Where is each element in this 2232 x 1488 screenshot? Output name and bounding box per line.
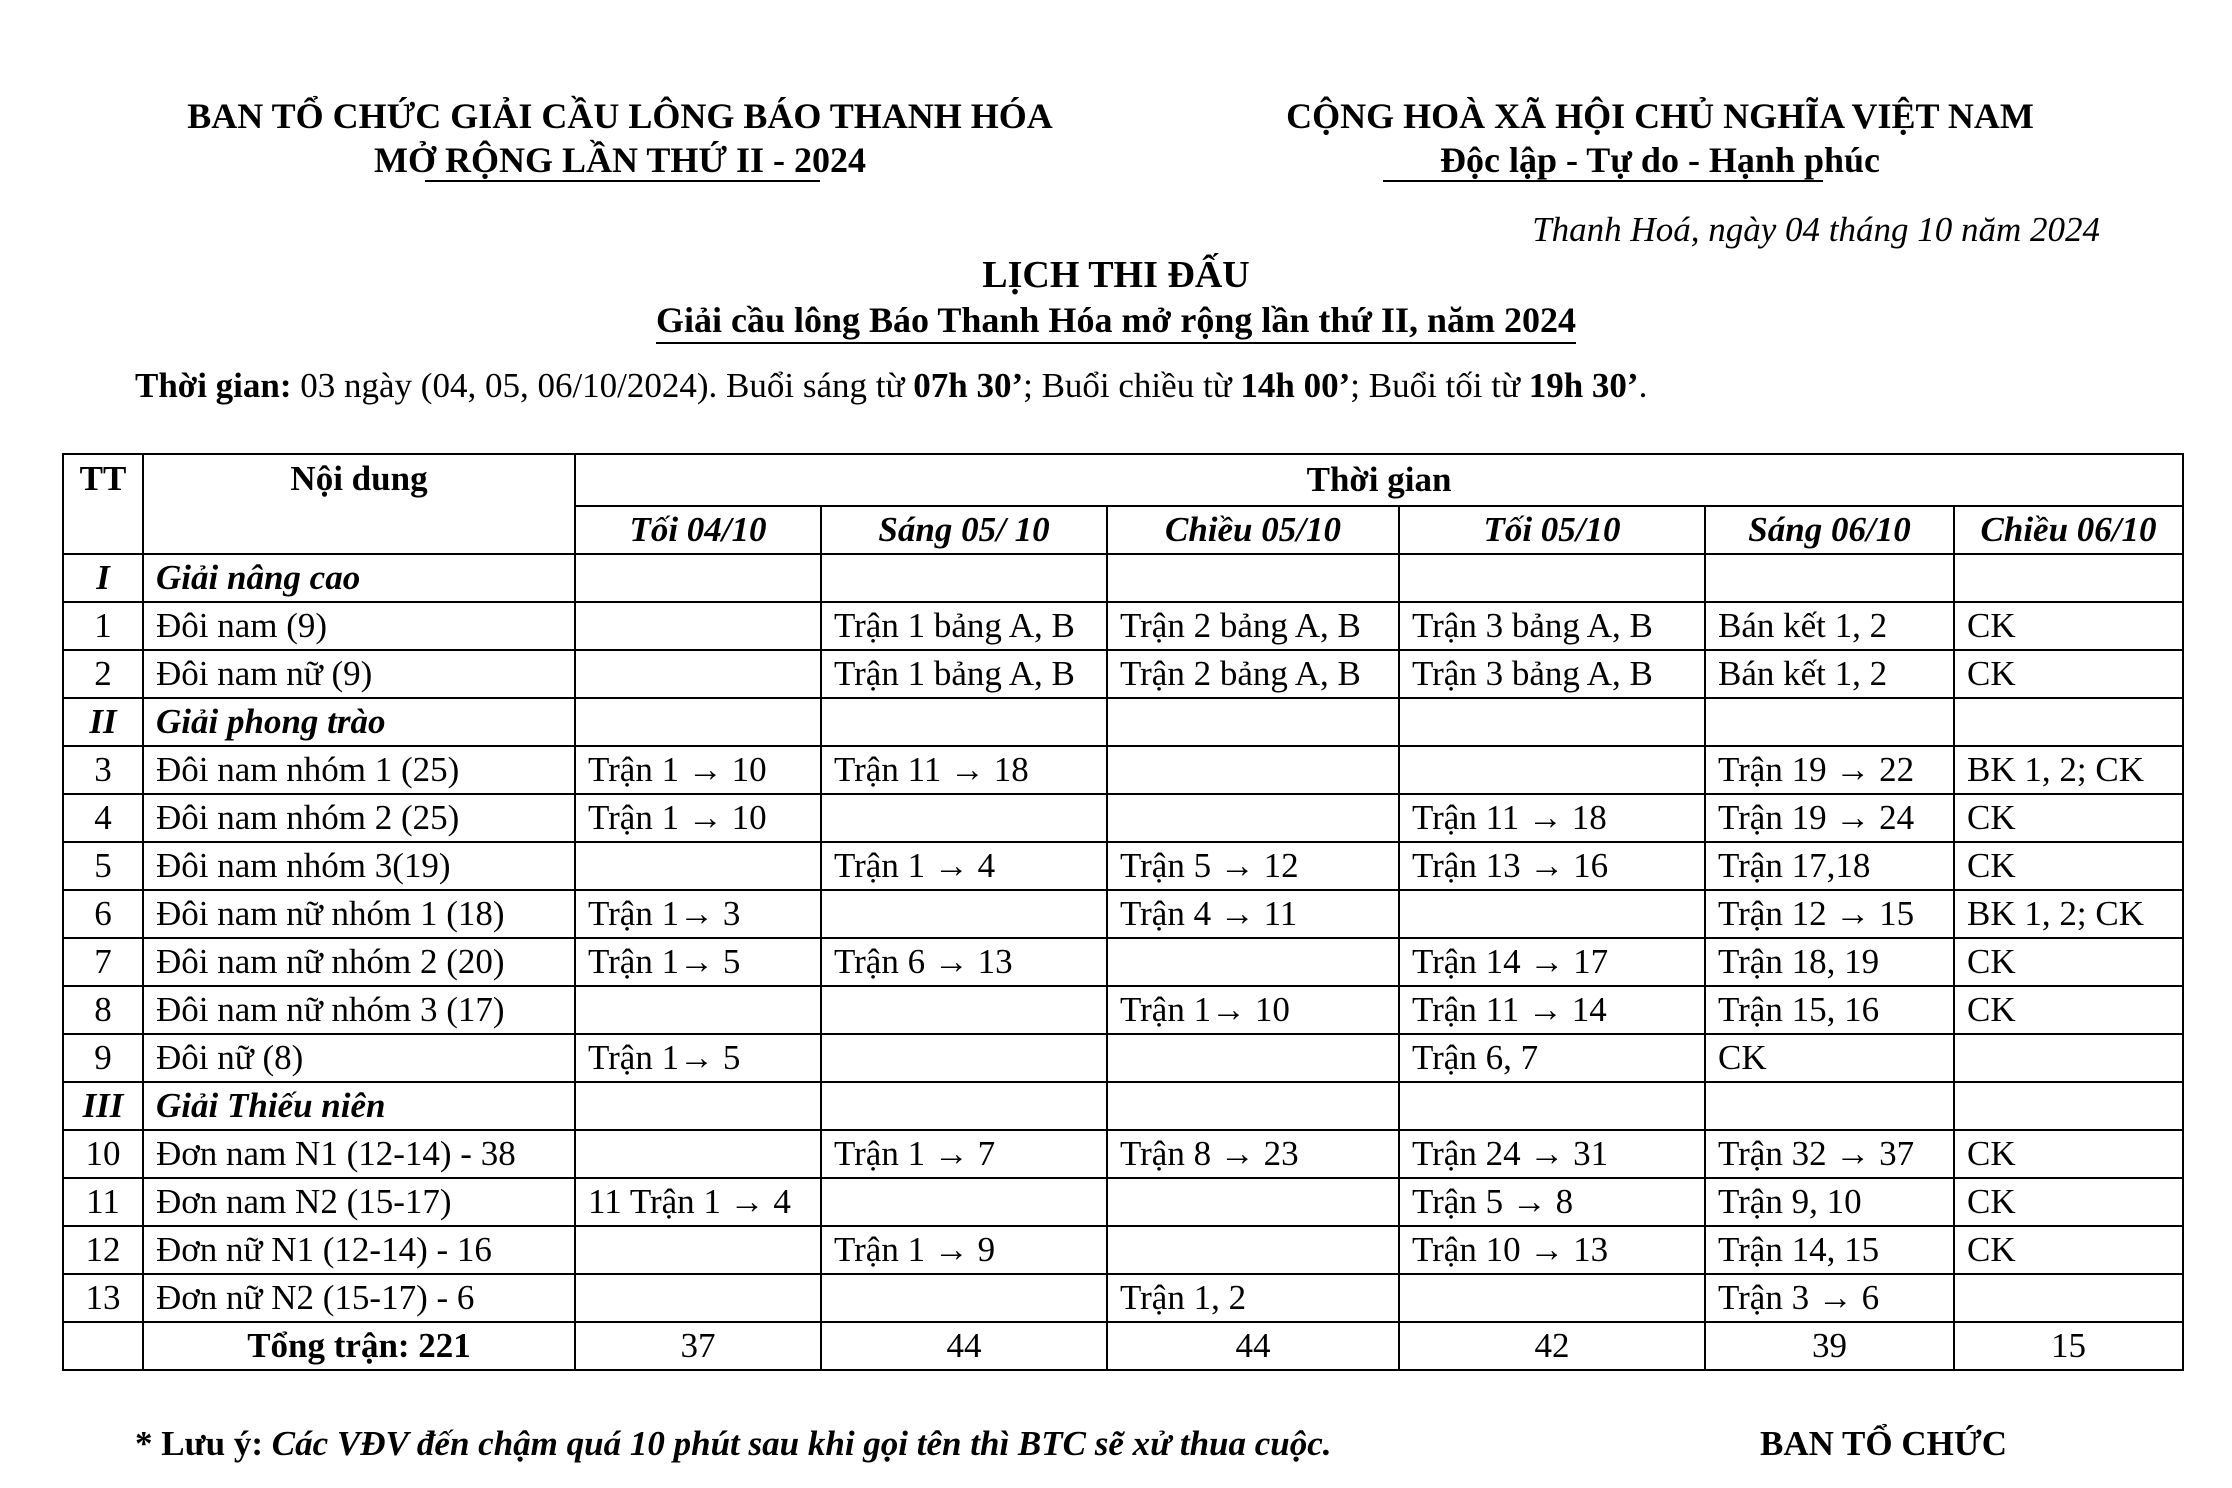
schedule-cell: Trận 1 → 7 [821,1130,1107,1178]
schedule-cell [1954,1082,2183,1130]
schedule-cell: Trận 17,18 [1705,842,1954,890]
schedule-cell: BK 1, 2; CK [1954,746,2183,794]
row-number: 1 [63,602,143,650]
row-number: 13 [63,1274,143,1322]
morning-time: 07h 30’ [913,366,1024,405]
row-number: III [63,1082,143,1130]
schedule-cell [575,698,821,746]
table-row [63,1226,2183,1274]
schedule-cell [821,1178,1107,1226]
schedule-cell: CK [1954,602,2183,650]
schedule-cell [1107,698,1399,746]
schedule-cell [821,794,1107,842]
schedule-cell: Trận 10 → 13 [1399,1226,1705,1274]
schedule-cell: CK [1954,986,2183,1034]
table-row [63,986,2183,1034]
schedule-cell [1954,1274,2183,1322]
schedule-cell: Trận 14 → 17 [1399,938,1705,986]
row-number: 12 [63,1226,143,1274]
table-row [63,650,2183,698]
schedule-cell [821,554,1107,602]
time-text-2: ; Buổi chiều từ [1023,366,1241,405]
schedule-cell [821,1034,1107,1082]
row-number: 9 [63,1034,143,1082]
time-text-4: . [1638,366,1648,405]
row-number: 8 [63,986,143,1034]
schedule-cell [821,890,1107,938]
schedule-cell: Trận 1→ 10 [1107,986,1399,1034]
schedule-cell [821,1274,1107,1322]
row-number: 6 [63,890,143,938]
col-tt-header: TT [63,454,143,554]
schedule-cell: Trận 4 → 11 [1107,890,1399,938]
schedule-cell: CK [1954,1178,2183,1226]
event-name: Đôi nam nhóm 1 (25) [143,746,575,794]
schedule-cell [1107,794,1399,842]
schedule-cell [1107,1082,1399,1130]
organizer-line-1: BAN TỔ CHỨC GIẢI CẦU LÔNG BÁO THANH HÓA [187,96,1053,136]
time-info [135,364,2185,408]
schedule-cell: CK [1954,938,2183,986]
event-name: Đôi nam nữ nhóm 1 (18) [143,890,575,938]
schedule-cell: Trận 5 → 8 [1399,1178,1705,1226]
session-header: Tối 05/10 [1399,506,1705,554]
row-number: 7 [63,938,143,986]
page-subtitle: Giải cầu lông Báo Thanh Hóa mở rộng lần thứ II, năm 2024 [656,300,1576,344]
total-row [63,1322,2183,1370]
table-row [63,602,2183,650]
national-motto: Độc lập - Tự do - Hạnh phúc [1439,140,1881,180]
session-header: Sáng 06/10 [1705,506,1954,554]
schedule-cell: CK [1954,650,2183,698]
national-header [1180,94,2140,182]
schedule-cell [1705,1082,1954,1130]
event-name: Đơn nữ N1 (12-14) - 16 [143,1226,575,1274]
schedule-table [62,453,2184,1371]
schedule-cell: Trận 1 bảng A, B [821,650,1107,698]
session-header: Sáng 05/ 10 [821,506,1107,554]
schedule-cell: Trận 24 → 31 [1399,1130,1705,1178]
row-number: II [63,698,143,746]
table-row [63,1034,2183,1082]
table-row [63,890,2183,938]
col-content-header: Nội dung [143,454,575,554]
schedule-cell: Trận 3 bảng A, B [1399,650,1705,698]
schedule-cell [1107,938,1399,986]
col-time-header: Thời gian [575,454,2183,506]
section-title: Giải Thiếu niên [143,1082,575,1130]
event-name: Đơn nữ N2 (15-17) - 6 [143,1274,575,1322]
organizer-line-2: MỞ RỘNG LẦN THỨ II - 2024 [373,140,866,180]
schedule-cell: Trận 1 → 4 [821,842,1107,890]
national-line-1: CỘNG HOÀ XÃ HỘI CHỦ NGHĨA VIỆT NAM [1286,96,2034,136]
page-title: LỊCH THI ĐẤU [982,254,1250,296]
schedule-cell: Trận 1, 2 [1107,1274,1399,1322]
schedule-cell: Trận 3 → 6 [1705,1274,1954,1322]
schedule-cell: Trận 1 bảng A, B [821,602,1107,650]
table-row [63,938,2183,986]
event-name: Đôi nam nhóm 2 (25) [143,794,575,842]
schedule-cell [1107,1178,1399,1226]
schedule-cell: Trận 8 → 23 [1107,1130,1399,1178]
total-value: 44 [821,1322,1107,1370]
schedule-cell: Trận 11 → 18 [821,746,1107,794]
schedule-cell: Trận 19 → 22 [1705,746,1954,794]
schedule-cell: Trận 1→ 5 [575,1034,821,1082]
note-label: * Lưu ý: [135,1424,263,1463]
section-title: Giải nâng cao [143,554,575,602]
schedule-cell [821,698,1107,746]
schedule-cell [575,602,821,650]
schedule-cell: Trận 2 bảng A, B [1107,650,1399,698]
schedule-cell [575,1082,821,1130]
row-number: 3 [63,746,143,794]
event-name: Đôi nam nữ (9) [143,650,575,698]
schedule-body [63,554,2183,1322]
schedule-cell [575,650,821,698]
row-number: I [63,554,143,602]
event-name: Đơn nam N2 (15-17) [143,1178,575,1226]
schedule-cell: Trận 2 bảng A, B [1107,602,1399,650]
table-header-row [63,454,2183,506]
section-title: Giải phong trào [143,698,575,746]
schedule-cell: CK [1954,842,2183,890]
table-row [63,1178,2183,1226]
schedule-cell: BK 1, 2; CK [1954,890,2183,938]
schedule-cell [1954,554,2183,602]
schedule-cell [1399,698,1705,746]
schedule-cell: Trận 9, 10 [1705,1178,1954,1226]
schedule-cell [1705,698,1954,746]
schedule-cell [575,554,821,602]
table-row [63,746,2183,794]
schedule-cell [821,1082,1107,1130]
schedule-cell [1107,1034,1399,1082]
total-tt-cell [63,1322,143,1370]
total-value: 37 [575,1322,821,1370]
note-text: Các VĐV đến chậm quá 10 phút sau khi gọi tên thì BTC sẽ xử thua cuộc. [262,1424,1332,1463]
schedule-cell: Bán kết 1, 2 [1705,650,1954,698]
schedule-cell [575,986,821,1034]
schedule-cell [1954,1034,2183,1082]
schedule-cell: Trận 6, 7 [1399,1034,1705,1082]
motto-underline [1383,180,1823,182]
organizer-underline [425,180,820,182]
schedule-cell: Trận 11 → 18 [1399,794,1705,842]
schedule-cell: CK [1954,1226,2183,1274]
schedule-cell: 11 Trận 1 → 4 [575,1178,821,1226]
schedule-cell [1954,698,2183,746]
schedule-cell: Trận 1 → 9 [821,1226,1107,1274]
schedule-cell: Trận 1→ 3 [575,890,821,938]
schedule-cell: CK [1954,1130,2183,1178]
schedule-cell [1399,746,1705,794]
schedule-cell [1107,746,1399,794]
schedule-cell [1399,554,1705,602]
schedule-cell [1399,1082,1705,1130]
schedule-cell: Trận 12 → 15 [1705,890,1954,938]
schedule-cell: Trận 5 → 12 [1107,842,1399,890]
schedule-cell: Trận 19 → 24 [1705,794,1954,842]
event-name: Đôi nam nữ nhóm 2 (20) [143,938,575,986]
event-name: Đôi nam nữ nhóm 3 (17) [143,986,575,1034]
section-row [63,554,2183,602]
schedule-cell [1399,1274,1705,1322]
total-value: 44 [1107,1322,1399,1370]
schedule-cell [575,1130,821,1178]
session-header: Tối 04/10 [575,506,821,554]
schedule-cell: CK [1954,794,2183,842]
section-row [63,698,2183,746]
footer-note [135,1422,1535,1466]
schedule-cell [575,842,821,890]
table-row [63,794,2183,842]
row-number: 11 [63,1178,143,1226]
total-value: 39 [1705,1322,1954,1370]
schedule-cell [1107,1226,1399,1274]
schedule-cell: Trận 1→ 5 [575,938,821,986]
schedule-cell: Trận 15, 16 [1705,986,1954,1034]
schedule-cell: Trận 1 → 10 [575,746,821,794]
row-number: 10 [63,1130,143,1178]
schedule-cell: Trận 11 → 14 [1399,986,1705,1034]
table-row [63,1274,2183,1322]
organizer-header [150,94,1090,182]
section-row [63,1082,2183,1130]
row-number: 4 [63,794,143,842]
afternoon-time: 14h 00’ [1240,366,1351,405]
date-line: Thanh Hoá, ngày 04 tháng 10 năm 2024 [1532,210,2100,249]
session-header: Chiều 05/10 [1107,506,1399,554]
total-label: Tổng trận: 221 [143,1322,575,1370]
schedule-cell [1399,890,1705,938]
row-number: 5 [63,842,143,890]
schedule-cell: Trận 3 bảng A, B [1399,602,1705,650]
event-name: Đơn nam N1 (12-14) - 38 [143,1130,575,1178]
time-label: Thời gian: [135,366,292,405]
schedule-cell: Trận 13 → 16 [1399,842,1705,890]
event-name: Đôi nam nhóm 3(19) [143,842,575,890]
schedule-cell [821,986,1107,1034]
schedule-cell [1107,554,1399,602]
schedule-cell [575,1274,821,1322]
event-name: Đôi nữ (8) [143,1034,575,1082]
schedule-cell: Trận 1 → 10 [575,794,821,842]
total-value: 15 [1954,1322,2183,1370]
signature-block: BAN TỔ CHỨC [1760,1424,2007,1463]
schedule-cell: Trận 6 → 13 [821,938,1107,986]
event-name: Đôi nam (9) [143,602,575,650]
table-row [63,842,2183,890]
schedule-cell: Trận 14, 15 [1705,1226,1954,1274]
schedule-cell: CK [1705,1034,1954,1082]
evening-time: 19h 30’ [1528,366,1639,405]
table-row [63,1130,2183,1178]
schedule-cell: Trận 18, 19 [1705,938,1954,986]
schedule-cell: Bán kết 1, 2 [1705,602,1954,650]
total-value: 42 [1399,1322,1705,1370]
schedule-cell: Trận 32 → 37 [1705,1130,1954,1178]
session-header: Chiều 06/10 [1954,506,2183,554]
schedule-cell [575,1226,821,1274]
row-number: 2 [63,650,143,698]
time-text-1: 03 ngày (04, 05, 06/10/2024). Buổi sáng từ [291,366,914,405]
time-text-3: ; Buổi tối từ [1350,366,1529,405]
schedule-cell [1705,554,1954,602]
